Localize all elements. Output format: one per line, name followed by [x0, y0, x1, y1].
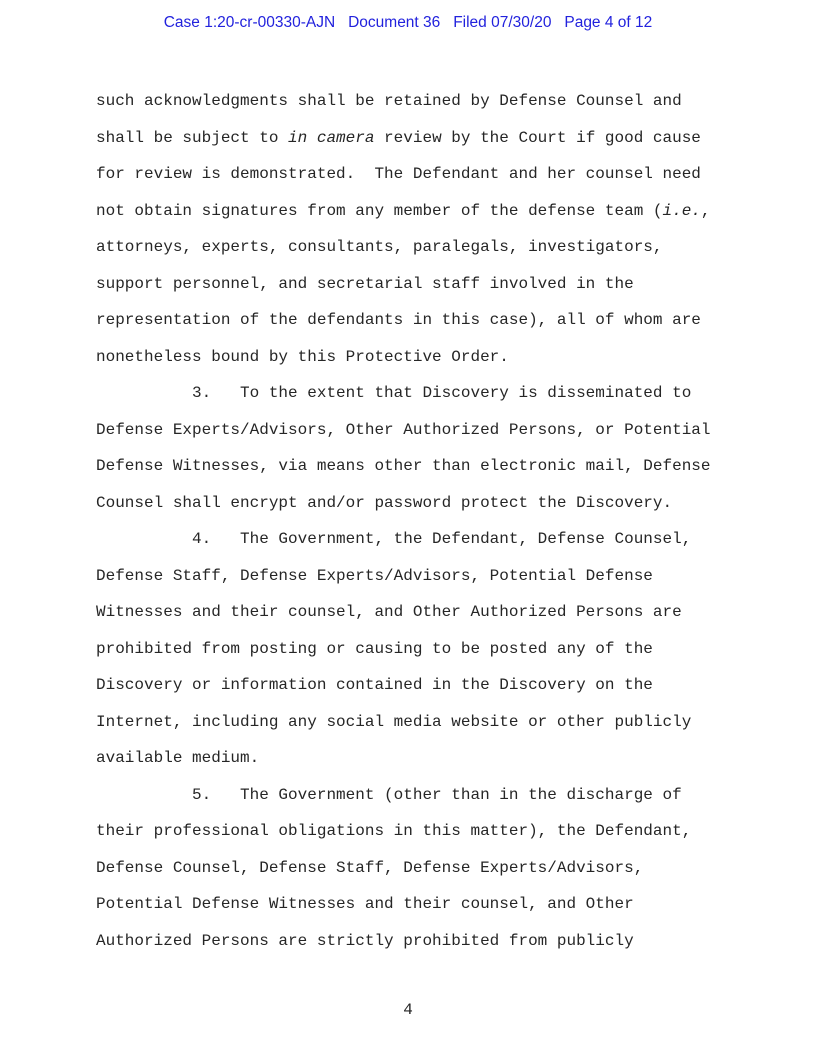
body-text: 4. The Government, the Defendant, Defense Counsel, — [96, 530, 692, 548]
body-line — [96, 229, 711, 266]
body-line — [96, 813, 711, 850]
body-text-italic: i.e. — [662, 201, 701, 220]
body-line — [96, 156, 711, 193]
body-line — [96, 339, 711, 376]
ecf-stamp-header: Case 1:20-cr-00330-AJN Document 36 Filed 07/30/20 Page 4 of 12 — [163, 14, 653, 31]
body-line — [96, 302, 711, 339]
body-text: Defense Experts/Advisors, Other Authorized Persons, or Potential — [96, 420, 711, 439]
body-text: Defense Witnesses, via means other than electronic mail, Defense — [96, 457, 711, 475]
body-text: support personnel, and secretarial staff involved in the — [96, 274, 634, 293]
body-line — [96, 704, 711, 741]
body-text: such acknowledgments shall be retained by Defense Counsel and — [96, 92, 682, 110]
body-line — [96, 521, 711, 558]
body-line — [96, 120, 711, 157]
body-text-italic: in camera — [288, 128, 375, 147]
body-text: representation of the defendants in this case), all of whom are — [96, 311, 701, 329]
body-text: Potential Defense Witnesses and their counsel, and Other — [96, 895, 634, 913]
body-text: Defense Staff, Defense Experts/Advisors, Potential Defense — [96, 566, 653, 585]
body-text: Authorized Persons are strictly prohibited from publicly — [96, 931, 634, 950]
body-line — [96, 558, 711, 595]
body-line — [96, 266, 711, 303]
body-text: nonetheless bound by this Protective Order. — [96, 347, 509, 366]
body-text: shall be subject to — [96, 128, 289, 147]
body-line — [96, 850, 711, 887]
body-line — [96, 485, 711, 522]
body-line — [96, 412, 711, 449]
body-text: available medium. — [96, 749, 260, 767]
body-line — [96, 631, 711, 668]
body-text: Internet, including any social media website or other publicly — [96, 712, 692, 731]
page-number: 4 — [403, 1001, 413, 1019]
body-text: Counsel shall encrypt and/or password protect the Discovery. — [96, 493, 673, 512]
body-text: for review is demonstrated. The Defendant and her counsel need — [96, 165, 701, 183]
body-text: 3. To the extent that Discovery is disseminated to — [96, 384, 692, 402]
body-text: attorneys, experts, consultants, paralegals, investigators, — [96, 238, 663, 256]
body-text: 5. The Government (other than in the discharge of — [96, 785, 682, 804]
body-text: their professional obligations in this matter), the Defendant, — [96, 822, 692, 840]
body-line — [96, 193, 711, 230]
body-line — [96, 777, 711, 814]
body-text: Defense Counsel, Defense Staff, Defense Experts/Advisors, — [96, 858, 644, 877]
body-text: not obtain signatures from any member of the defense team ( — [96, 201, 663, 220]
body-text: , — [700, 201, 711, 220]
body-line — [96, 886, 711, 923]
body-line — [96, 594, 711, 631]
body-text: prohibited from posting or causing to be posted any of the — [96, 639, 653, 658]
document-body — [96, 83, 711, 959]
body-line — [96, 375, 711, 412]
body-line — [96, 740, 711, 777]
body-text: review by the Court if good cause — [374, 128, 701, 147]
body-line — [96, 83, 711, 120]
body-text: Discovery or information contained in the Discovery on the — [96, 676, 653, 694]
body-text: Witnesses and their counsel, and Other Authorized Persons are — [96, 603, 682, 621]
body-line — [96, 923, 711, 960]
body-line — [96, 448, 711, 485]
body-line — [96, 667, 711, 704]
